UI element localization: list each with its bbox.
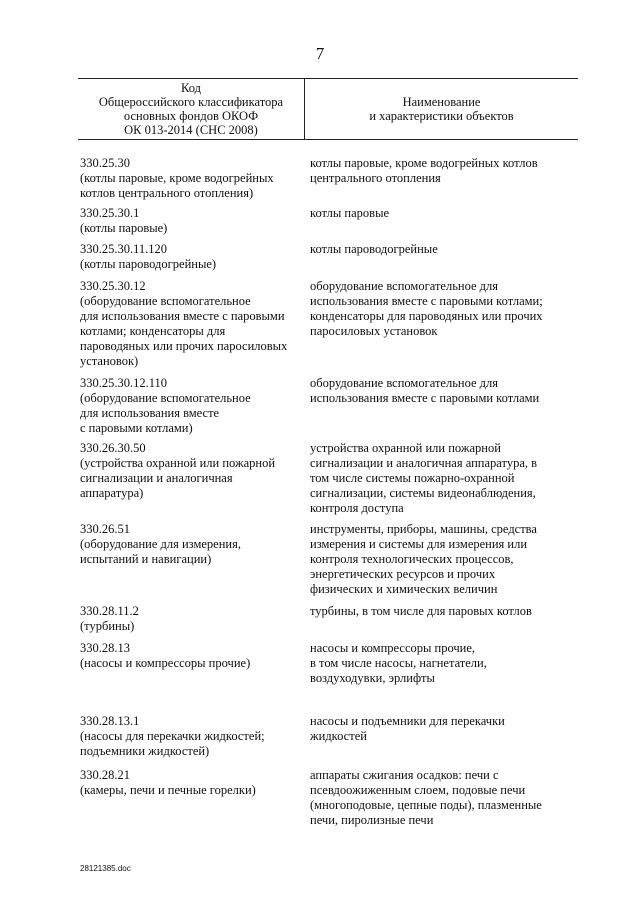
name-line: оборудование вспомогательное для [310,279,499,293]
code-line: (насосы для перекачки жидкостей; [80,729,265,743]
code-line: (насосы и компрессоры прочие) [80,656,251,670]
name-line: устройства охранной или пожарной [310,441,501,455]
code-cell [80,522,310,597]
name-line: паросиловых установок [310,324,438,338]
code-line: котлами; конденсаторы для [80,324,226,338]
code-line: (камеры, печи и печные горелки) [80,783,256,797]
table-row [80,604,580,634]
name-line: оборудование вспомогательное для [310,376,499,390]
code-cell [80,714,310,759]
code-line: 330.26.51 [80,522,130,536]
header-name-line: и характеристики объектов [369,109,514,123]
name-line: физических и химических величин [310,582,498,596]
code-line: 330.28.21 [80,768,130,782]
name-line: использования вместе с паровыми котлами; [310,294,543,308]
name-line: котлы паровые [310,206,390,220]
name-line: турбины, в том числе для паровых котлов [310,604,532,618]
code-line: 330.25.30.1 [80,206,140,220]
name-cell [310,641,580,686]
code-line: 330.28.13 [80,641,130,655]
name-line: измерения и системы для измерения или [310,537,528,551]
code-cell [80,376,310,436]
name-line: (многоподовые, цепные поды), плазменные [310,798,542,812]
table-row [80,156,580,201]
table-row [80,376,580,436]
table-row [80,206,580,236]
header-name-line: Наименование [402,95,481,109]
name-cell [310,714,580,759]
header-code-column [78,79,305,139]
code-line: аппаратура) [80,486,144,500]
name-cell [310,206,580,236]
name-cell [310,768,580,828]
name-cell [310,604,580,634]
code-line: (оборудование для измерения, [80,537,241,551]
code-cell [80,156,310,201]
code-line: сигнализации и аналогичная [80,471,233,485]
code-line: (котлы пароводогрейные) [80,257,217,271]
name-line: энергетических ресурсов и прочих [310,567,496,581]
code-line: (оборудование вспомогательное [80,294,251,308]
code-cell [80,641,310,686]
name-line: инструменты, приборы, машины, средства [310,522,537,536]
code-line: пароводяных или прочих паросиловых [80,339,288,353]
name-line: насосы и подъемники для перекачки [310,714,505,728]
name-line: сигнализации, системы видеонаблюдения, [310,486,536,500]
name-cell [310,376,580,436]
name-line: контроля доступа [310,501,404,515]
table-row [80,522,580,597]
name-line: конденсаторы для пароводяных или прочих [310,309,543,323]
name-cell [310,242,580,272]
name-cell [310,279,580,369]
name-line: центрального отопления [310,171,441,185]
code-cell [80,768,310,828]
code-line: подъемники жидкостей) [80,744,210,758]
code-line: 330.28.11.2 [80,604,139,618]
table-row [80,242,580,272]
code-cell [80,279,310,369]
name-line: том числе системы пожарно-охранной [310,471,515,485]
table-header [78,78,578,140]
page-number: 7 [315,44,325,63]
table-row [80,441,580,516]
code-cell [80,604,310,634]
name-cell [310,156,580,201]
table-row [80,714,580,759]
code-line: 330.26.30.50 [80,441,146,455]
code-line: 330.25.30.12 [80,279,146,293]
code-line: испытаний и навигации) [80,552,212,566]
name-line: насосы и компрессоры прочие, [310,641,476,655]
name-line: жидкостей [310,729,367,743]
code-line: (котлы паровые) [80,221,168,235]
name-line: использования вместе с паровыми котлами [310,391,540,405]
code-line: с паровыми котлами) [80,421,193,435]
code-cell [80,441,310,516]
code-cell [80,206,310,236]
code-line: 330.25.30.12.110 [80,376,168,390]
table-row [80,768,580,828]
code-line: (котлы паровые, кроме водогрейных [80,171,274,185]
header-code-line: Общероссийского классификатора [98,95,284,109]
name-line: котлы пароводогрейные [310,242,438,256]
name-line: псевдоожиженным слоем, подовые печи [310,783,526,797]
name-line: контроля технологических процессов, [310,552,514,566]
code-line: (оборудование вспомогательное [80,391,251,405]
code-line: 330.25.30 [80,156,130,170]
table-row [80,641,580,686]
name-line: аппараты сжигания осадков: печи с [310,768,499,782]
table-row [80,279,580,369]
code-line: установок) [80,354,139,368]
code-line: для использования вместе [80,406,220,420]
code-line: (турбины) [80,619,135,633]
header-name-column [305,79,578,139]
name-line: котлы паровые, кроме водогрейных котлов [310,156,538,170]
code-line: (устройства охранной или пожарной [80,456,276,470]
code-line: для использования вместе с паровыми [80,309,285,323]
name-cell [310,522,580,597]
code-line: котлов центрального отопления) [80,186,254,200]
name-line: сигнализации и аналогичная аппаратура, в [310,456,538,470]
document-filename: 28121385.doc [80,864,131,873]
code-line: 330.25.30.11.120 [80,242,168,256]
header-code-line: ОК 013-2014 (СНС 2008) [124,123,258,137]
code-cell [80,242,310,272]
code-line: 330.28.13.1 [80,714,140,728]
name-cell [310,441,580,516]
header-code-line: основных фондов ОКОФ [123,109,259,123]
header-code-line: Код [181,81,201,95]
name-line: в том числе насосы, нагнетатели, [310,656,487,670]
name-line: воздуходувки, эрлифты [310,671,435,685]
name-line: печи, пиролизные печи [310,813,434,827]
